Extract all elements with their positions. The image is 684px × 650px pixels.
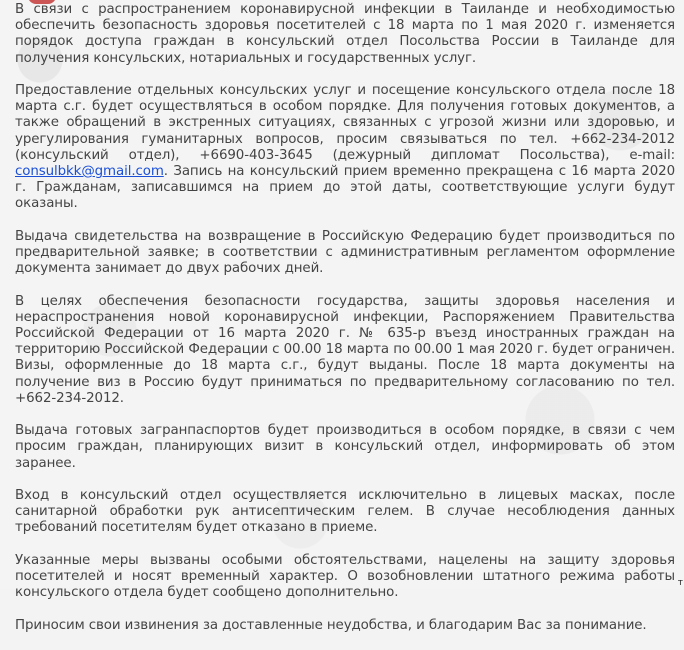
paragraph-masks: Вход в консульский отдел осуществляется исключительно в лицевых масках, после санитарной обработки рук антисептическим гелем. В случае несоблюдения данных требований посетителям будет отказано в приеме. bbox=[15, 488, 675, 536]
paragraph-temporary-measures: Указанные меры вызваны особыми обстоятельствами, нацелены на защиту здоровья посетителей и носят временный характер. О возобновлении штатного режима работы консульского отдела будет сообщено дополнительно. bbox=[15, 552, 675, 601]
corner-glyph: т bbox=[677, 578, 683, 588]
notice-content bbox=[15, 2, 675, 650]
email-link[interactable]: consulbkk@gmail.com bbox=[15, 164, 164, 180]
paragraph-return-certificate: Выдача свидетельства на возвращение в Российскую Федерацию будет производиться по предварительной заявке; в соответствии с административным регламентом оформление документа занимает до двух рабочих дней. bbox=[15, 228, 675, 277]
paragraph-apology: Приносим свои извинения за доставленные неудобства, и благодарим Вас за понимание. bbox=[15, 617, 647, 633]
paragraph-special-procedure bbox=[15, 83, 675, 213]
paragraph-access-changes: В связи с распространением коронавирусной инфекции в Таиланде и необходимостью обеспечить безопасность здоровья посетителей с 18 марта по 1 мая 2020 г. изменяется порядок доступа граждан в консульский отдел Посольства России в Таиланде для получения консульских, нотариальных и государственных услуг. bbox=[15, 2, 675, 66]
paragraph-special-procedure-text: Предоставление отдельных консульских услуг и посещение консульского отдела после 18 марта с.г. будет осуществляться в особом порядке. Для получения готовых документов, а также обращений в экстренных ситуациях, связанных с угрозой жизни или здоровью, и урегулирования гуманитарных вопросов, просим связываться по тел. +662-234-2012 (консульский отдел), +6690-403-3645 (дежурный дипломат Посольства), e-mail: bbox=[15, 83, 675, 163]
paragraph-special-procedure-tail: . Запись на консульский прием временно прекращена с 16 марта 2020 г. Гражданам, записавшимся на прием до этой даты, соответствующие услуги будут оказаны. bbox=[15, 164, 675, 212]
paragraph-entry-restriction: В целях обеспечения безопасности государства, защиты здоровья населения и нераспространения новой коронавирусной инфекции, Распоряжением Правительства Российской Федерации от 16 марта 2020 г. № 635-р въезд иностранных граждан на территорию Российской Федерации с 00.00 18 марта по 00.00 1 мая 2020 г. будет ограничен. Визы, оформленные до 18 марта с.г., будут выданы. После 18 марта документы на получение виз в Россию будут приниматься по предварительному согласованию по тел. +662-234-2012. bbox=[15, 293, 675, 406]
paragraph-passports: Выдача готовых загранпаспортов будет производиться в особом порядке, в связи с чем просим граждан, планирующих визит в консульский отдел, информировать об этом заранее. bbox=[15, 423, 675, 471]
